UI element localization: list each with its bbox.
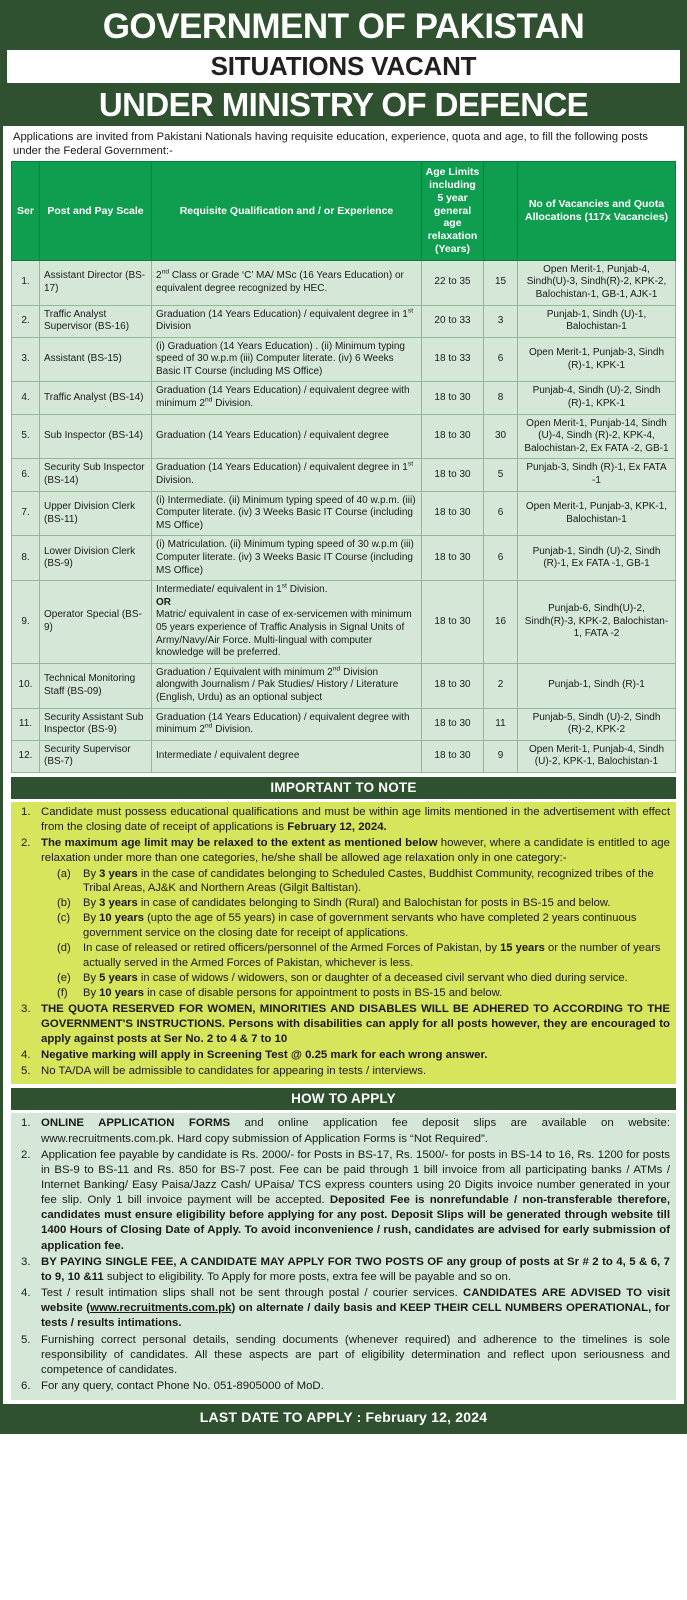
cell-vacancies: 5 <box>484 459 518 491</box>
cell-vacancies: 8 <box>484 382 518 414</box>
sub-marker: (d) <box>57 942 71 954</box>
cell-vacancies: 6 <box>484 536 518 581</box>
cell-ser: 7. <box>12 491 40 536</box>
cell-vacancies: 2 <box>484 663 518 708</box>
cell-age: 18 to 30 <box>422 459 484 491</box>
how-to-apply-block <box>11 1113 676 1400</box>
table-row <box>12 581 676 664</box>
table-row <box>12 708 676 740</box>
note-item: 3. THE QUOTA RESERVED FOR WOMEN, MINORITIES AND DISABLES WILL BE ADHERED TO ACCORDING TO THE GOVERNMENT'S INSTRUCTIONS. Persons with disabilities can apply for all posts however, they are encouraged to apply against posts at Ser No. 2 to 4 & 7 to 10 <box>21 1002 670 1045</box>
cell-ser: 8. <box>12 536 40 581</box>
cell-ser: 1. <box>12 260 40 305</box>
apply-item: 1. ONLINE APPLICATION FORMS and online application fee deposit slips are available on website: www.recruitments.com.pk. Hard copy submission of Application Forms is “Not Required”. <box>21 1117 670 1145</box>
cell-qualification: Graduation (14 Years Education) / equivalent degree in 1st Division <box>152 305 422 337</box>
important-notes-list <box>17 805 670 1001</box>
table-header-row <box>12 162 676 261</box>
note-marker: 2. <box>21 837 31 850</box>
table-row <box>12 414 676 459</box>
last-date-bar: LAST DATE TO APPLY : February 12, 2024 <box>3 1404 684 1431</box>
cell-post: Lower Division Clerk (BS-9) <box>40 536 152 581</box>
col-header-ser: Ser <box>12 162 40 261</box>
cell-qualification: Intermediate/ equivalent in 1st Division. OR Matric/ equivalent in case of ex-servicemen with minimum 05 years experience of Traffic Analysis in Signal Units of Army/Navy/Air Force. Multi-lingual with computer knowledge will be preferred. <box>152 581 422 664</box>
cell-qualification: Graduation / Equivalent with minimum 2nd Division alongwith Journalism / Pak Studies/ History / Literature (English, Urdu) as an optional subject <box>152 663 422 708</box>
cell-post: Security Supervisor (BS-7) <box>40 740 152 772</box>
cell-quota: Punjab-1, Sindh (R)-1 <box>518 663 676 708</box>
note-marker: 1. <box>21 805 31 818</box>
age-relaxation-item: (c) By 10 years (upto the age of 55 years) in case of government servants who have completed 2 years continuous government service on the closing date for receipt of applications. <box>57 912 637 940</box>
apply-item: 5. Furnishing correct personal details, sending documents (whenever required) and adherence to the timelines is sole responsibility of candidates. All these aspects are part of eligibility determination and reflect upon seriousness and competence of candidates. <box>21 1333 670 1376</box>
cell-post: Security Assistant Sub Inspector (BS-9) <box>40 708 152 740</box>
cell-quota: Open Merit-1, Punjab-4, Sindh (U)-2, KPK-1, Balochistan-1 <box>518 740 676 772</box>
cell-qualification: Graduation (14 Years Education) / equivalent degree in 1st Division. <box>152 459 422 491</box>
apply-marker: 5. <box>21 1333 31 1346</box>
cell-qualification: Graduation (14 Years Education) / equivalent degree with minimum 2nd Division. <box>152 708 422 740</box>
cell-qualification: (i) Graduation (14 Years Education) . (ii) Minimum typing speed of 30 w.p.m (iii) Computer literate. (iv) 6 Weeks Basic IT Course (including MS Office) <box>152 337 422 382</box>
important-notes-list-tail <box>17 1002 670 1080</box>
cell-ser: 12. <box>12 740 40 772</box>
sub-marker: (a) <box>57 867 71 880</box>
how-to-apply-section <box>3 1110 684 1404</box>
table-row <box>12 740 676 772</box>
cell-ser: 4. <box>12 382 40 414</box>
cell-ser: 6. <box>12 459 40 491</box>
table-row <box>12 260 676 305</box>
note-text-2: The maximum age limit may be relaxed to the extent as mentioned below however, where a candidate is entitled to age relaxation under more than one categories, he/she shall be allowed age relaxation only in one category:- <box>41 837 670 865</box>
note-item: 4. Negative marking will apply in Screening Test @ 0.25 mark for each wrong answer. <box>17 1048 670 1063</box>
table-row <box>12 459 676 491</box>
subtitle-banner <box>7 50 680 83</box>
cell-vacancies: 9 <box>484 740 518 772</box>
apply-item: 4. Test / result intimation slips shall not be sent through postal / courier services. CANDIDATES ARE ADVISED TO visit website (www.recruitments.com.pk) on alternate / daily basis and KEEP THEIR CELL NUMBERS OPERATIONAL, for tests / results intimations. <box>21 1287 670 1330</box>
cell-quota: Punjab-1, Sindh (U)-1, Balochistan-1 <box>518 305 676 337</box>
cell-quota: Punjab-1, Sindh (U)-2, Sindh (R)-1, Ex FATA -1, GB-1 <box>518 536 676 581</box>
how-to-apply-bar: HOW TO APPLY <box>11 1088 676 1110</box>
cell-quota: Open Merit-1, Punjab-3, KPK-1, Balochistan-1 <box>518 491 676 536</box>
cell-age: 22 to 35 <box>422 260 484 305</box>
note-marker: 5. <box>21 1065 31 1078</box>
apply-item: 3. BY PAYING SINGLE FEE, A CANDIDATE MAY APPLY FOR TWO POSTS OF any group of posts at Sr # 2 to 4, 5 & 6, 7 to 9, 10 &11 subject to eligibility. To Apply for more posts, extra fee will be payable and so on. <box>21 1255 670 1283</box>
note-marker: 3. <box>21 1002 31 1015</box>
apply-marker: 3. <box>21 1255 31 1268</box>
col-header-quota: No of Vacancies and Quota Allocations (117x Vacancies) <box>518 162 676 261</box>
cell-quota: Open Merit-1, Punjab-3, Sindh (R)-1, KPK-1 <box>518 337 676 382</box>
cell-ser: 11. <box>12 708 40 740</box>
ministry-title: UNDER MINISTRY OF DEFENCE <box>98 85 589 123</box>
age-relaxation-item: (a) By 3 years in the case of candidates belonging to Scheduled Castes, Buddhist Community, recognized tribes of the Tribal Areas, AJ&K and Northern Areas (Gilgit Baltistan). <box>57 867 654 895</box>
cell-post: Operator Special (BS-9) <box>40 581 152 664</box>
table-row <box>12 663 676 708</box>
sub-marker: (c) <box>57 912 71 925</box>
cell-age: 18 to 30 <box>422 491 484 536</box>
cell-quota: Punjab-6, Sindh(U)-2, Sindh(R)-3, KPK-2, Balochistan-1, FATA -2 <box>518 581 676 664</box>
cell-quota: Punjab-5, Sindh (U)-2, Sindh (R)-2, KPK-2 <box>518 708 676 740</box>
cell-quota: Open Merit-1, Punjab-14, Sindh (U)-4, Sindh (R)-2, KPK-4, Balochistan-2, Ex FATA -2, GB-1 <box>518 414 676 459</box>
note-item: 5. No TA/DA will be admissible to candidates for appearing in tests / interviews. <box>17 1064 670 1079</box>
cell-qualification: Graduation (14 Years Education) / equivalent degree <box>152 414 422 459</box>
posts-table <box>11 161 676 773</box>
table-row <box>12 491 676 536</box>
cell-quota: Open Merit-1, Punjab-4, Sindh(U)-3, Sindh(R)-2, KPK-2, Balochistan-1, GB-1, AJK-1 <box>518 260 676 305</box>
cell-post: Technical Monitoring Staff (BS-09) <box>40 663 152 708</box>
cell-ser: 5. <box>12 414 40 459</box>
col-header-qualification: Requisite Qualification and / or Experience <box>152 162 422 261</box>
cell-ser: 3. <box>12 337 40 382</box>
age-relaxation-item: (b) By 3 years in case of candidates belonging to Sindh (Rural) and Balochistan for posts in BS-15 and below. <box>57 897 611 910</box>
cell-age: 18 to 30 <box>422 740 484 772</box>
cell-post: Traffic Analyst Supervisor (BS-16) <box>40 305 152 337</box>
cell-vacancies: 30 <box>484 414 518 459</box>
cell-age: 18 to 30 <box>422 414 484 459</box>
col-header-num <box>484 162 518 261</box>
cell-quota: Punjab-3, Sindh (R)-1, Ex FATA -1 <box>518 459 676 491</box>
note-text: Candidate must possess educational qualifications and must be within age limits mentioned in the advertisement with effect from the closing date of receipt of applications is February 12, 2024. <box>41 805 670 834</box>
table-row <box>12 305 676 337</box>
note-item-1 <box>17 805 670 835</box>
posts-table-body <box>12 260 676 772</box>
age-relaxation-item: (f) By 10 years in case of disable persons for appointment to posts in BS-15 and below. <box>57 986 503 999</box>
age-relaxation-sublist <box>55 867 670 1001</box>
cell-post: Traffic Analyst (BS-14) <box>40 382 152 414</box>
note-item-2 <box>17 836 670 1000</box>
apply-marker: 1. <box>21 1117 31 1130</box>
cell-age: 18 to 30 <box>422 382 484 414</box>
apply-marker: 2. <box>21 1148 31 1161</box>
age-relaxation-item: (d) In case of released or retired officers/personnel of the Armed Forces of Pakistan, by 15 years or the number of years actually served in the Armed Forces of Pakistan, whichever is less. <box>57 942 661 969</box>
important-notes-section <box>3 799 684 1088</box>
cell-age: 18 to 30 <box>422 581 484 664</box>
website-link[interactable]: www.recruitments.com.pk <box>90 1302 232 1315</box>
page-title: GOVERNMENT OF PAKISTAN <box>102 7 585 46</box>
cell-qualification: (i) Intermediate. (ii) Minimum typing speed of 40 w.p.m. (iii) Computer literate. (iv) 3 Weeks Basic IT Course (including MS Office) <box>152 491 422 536</box>
cell-qualification: Intermediate / equivalent degree <box>152 740 422 772</box>
sub-marker: (b) <box>57 897 71 910</box>
col-header-post: Post and Pay Scale <box>40 162 152 261</box>
cell-vacancies: 6 <box>484 491 518 536</box>
cell-age: 18 to 30 <box>422 708 484 740</box>
how-to-apply-list <box>17 1116 670 1394</box>
cell-vacancies: 6 <box>484 337 518 382</box>
cell-vacancies: 16 <box>484 581 518 664</box>
apply-item: 6. For any query, contact Phone No. 051-8905000 of MoD. <box>17 1379 670 1394</box>
cell-vacancies: 11 <box>484 708 518 740</box>
page-subtitle: SITUATIONS VACANT <box>210 50 477 81</box>
cell-vacancies: 3 <box>484 305 518 337</box>
cell-ser: 10. <box>12 663 40 708</box>
masthead <box>3 3 684 126</box>
important-notes-block <box>11 802 676 1084</box>
cell-age: 18 to 30 <box>422 663 484 708</box>
cell-qualification: Graduation (14 Years Education) / equivalent degree with minimum 2nd Division. <box>152 382 422 414</box>
cell-post: Assistant Director (BS-17) <box>40 260 152 305</box>
intro-paragraph: Applications are invited from Pakistani Nationals having requisite education, experience, quota and age, to fill the following posts under the Federal Government:- <box>3 126 684 162</box>
cell-ser: 2. <box>12 305 40 337</box>
cell-qualification: 2nd Class or Grade ‘C’ MA/ MSc (16 Years Education) or equivalent degree recognized by HEC. <box>152 260 422 305</box>
posts-table-container <box>3 161 684 777</box>
sub-marker: (f) <box>57 986 68 999</box>
note-marker: 4. <box>21 1049 31 1062</box>
cell-post: Security Sub Inspector (BS-14) <box>40 459 152 491</box>
cell-qualification: (i) Matriculation. (ii) Minimum typing speed of 30 w.p.m (iii) Computer literate. (iv) 3 Weeks Basic IT Course (including MS Office) <box>152 536 422 581</box>
col-header-age: Age Limits including 5 year general age relaxation (Years) <box>422 162 484 261</box>
sub-marker: (e) <box>57 971 71 984</box>
table-row <box>12 536 676 581</box>
cell-post: Assistant (BS-15) <box>40 337 152 382</box>
apply-item: 2. Application fee payable by candidate is Rs. 2000/- for Posts in BS-17, Rs. 1500/- for posts in BS-14 to 16, Rs. 1200 for posts in BS-9 to BS-11 and Rs. 850 for BS-7 post. Fee can be paid through 1 bill invoice from all participating banks / ATMs / Internet Banking/ Easy Paisa/Jazz Cash/ UPaisa/ TCS express counters using 20 Digits invoice number generated in your fee slip. Only 1 bill invoice payment will be accepted. Deposited Fee is nonrefundable / non-transferable therefore, candidates must ensure eligibility before applying for any post. Deposit Slips will be generated through website till 1400 Hours of Closing Date of Apply. To avoid inconvenience / rush, candidates are advised for early submission of application fee. <box>21 1148 671 1252</box>
cell-post: Sub Inspector (BS-14) <box>40 414 152 459</box>
table-row <box>12 337 676 382</box>
cell-age: 20 to 33 <box>422 305 484 337</box>
cell-age: 18 to 30 <box>422 536 484 581</box>
cell-age: 18 to 33 <box>422 337 484 382</box>
apply-marker: 4. <box>21 1287 31 1300</box>
cell-post: Upper Division Clerk (BS-11) <box>40 491 152 536</box>
cell-quota: Punjab-4, Sindh (U)-2, Sindh (R)-1, KPK-1 <box>518 382 676 414</box>
cell-ser: 9. <box>12 581 40 664</box>
age-relaxation-item: (e) By 5 years in case of widows / widowers, son or daughter of a deceased civil servant who died during service. <box>57 971 628 984</box>
cell-vacancies: 15 <box>484 260 518 305</box>
important-to-note-bar: IMPORTANT TO NOTE <box>11 777 676 799</box>
apply-marker: 6. <box>21 1380 31 1392</box>
table-row <box>12 382 676 414</box>
